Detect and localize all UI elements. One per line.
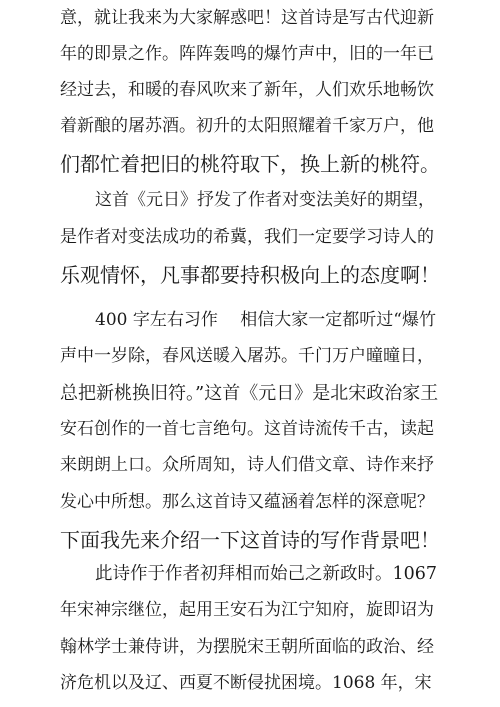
text-line: 乐观情怀，凡事都要持积极向上的态度啊！ [60,263,440,287]
text-line: 们都忙着把旧的桃符取下，换上新的桃符。 [60,152,440,176]
text-line: 下面我先来介绍一下这首诗的写作背景吧！ [60,528,440,552]
text-line: 年的即景之作。阵阵轰鸣的爆竹声中，旧的一年已 [60,44,434,64]
text-line: 是作者对变法成功的希冀，我们一定要学习诗人的 [60,227,434,247]
text-line: 年宋神宗继位，起用王安石为江宁知府，旋即诏为 [60,600,434,620]
text-line: 这首《元日》抒发了作者对变法美好的期望， [95,190,435,210]
text-line: 此诗作于作者初拜相而始己之新政时。1067 [95,564,438,584]
text-line: 声中一岁除，春风送暖入屠苏。千门万户曈曈日， [60,346,434,366]
text-line: 安石创作的一首七言绝句。这首诗流传千古，读起 [60,419,434,439]
text-line: 总把新桃换旧符。”这首《元日》是北宋政治家王 [60,383,439,404]
text-line: 着新酿的屠苏酒。初升的太阳照耀着千家万户，他 [60,116,434,136]
text-line: 翰林学士兼侍讲，为摆脱宋王朝所面临的政治、经 [60,637,434,657]
text-line: 来朗朗上口。众所周知，诗人们借文章、诗作来抒 [60,455,434,475]
text-line: 济危机以及辽、西夏不断侵扰困境。1068 年，宋 [60,673,432,693]
text-line: 经过去，和暖的春风吹来了新年，人们欢乐地畅饮 [60,80,434,100]
text-line: 400 字左右习作 相信大家一定都听过“爆竹 [95,310,436,330]
text-line: 意，就让我来为大家解惑吧！这首诗是写古代迎新 [60,8,434,28]
text-line: 发心中所想。那么这首诗又蕴涵着怎样的深意呢？ [60,492,434,512]
